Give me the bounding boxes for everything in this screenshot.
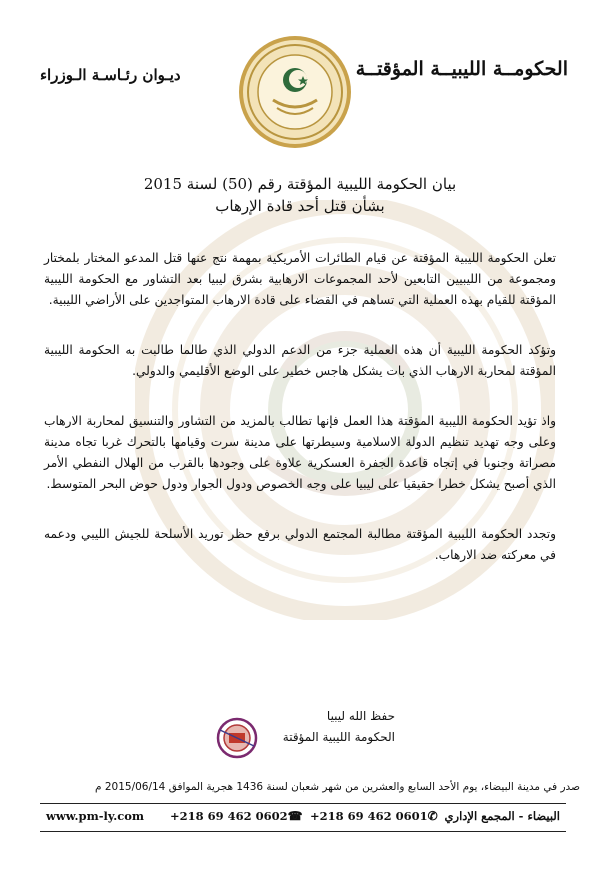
fax-icon: ☎ (287, 809, 303, 823)
closing-line-1: حفظ الله ليبيا (326, 709, 395, 723)
phone-icon: ✆ (427, 809, 438, 823)
phone-number (310, 809, 441, 823)
fax-number-text: +218 69 462 0602 (170, 809, 288, 823)
government-name: الحكومــة الليبيــة المؤقتــة (355, 58, 568, 80)
paragraph: تعلن الحكومة الليبية المؤقتة عن قيام الطائرات الأمريكية بمهمة نتج عنها قتل المدعو المختار بلمختار ومجموعة من الليبيين التابعين لأحد المجموعات الارهابية بشرق ليبيا بعد التشاور مع الحكومة الليبية المؤقتة للقيام بهذه العملية التي تساهم في القضاء على قادة الارهاب المتواجدين على الأراضي الليبية. (44, 251, 556, 307)
paragraph: وتجدد الحكومة الليبية المؤقتة مطالبة المجتمع الدولي برفع حظر توريد الأسلحة للجيش الليبي ودعمه في معركته ضد الارهاب. (44, 527, 556, 562)
official-stamp (215, 716, 259, 760)
statement-body (44, 248, 556, 595)
closing-block (283, 706, 395, 748)
footer (40, 809, 566, 827)
footer-bottom-rule (40, 831, 566, 832)
title-line-2: بشأن قتل أحد قادة الإرهاب (215, 197, 385, 215)
title-line-1: بيان الحكومة الليبية المؤقتة رقم (50) لسنة 2015 (143, 175, 457, 193)
office-name: ديـوان رئـاسـة الـوزراء (40, 66, 181, 84)
government-seal (237, 34, 353, 150)
phone-number-text: +218 69 462 0601 (310, 809, 428, 823)
closing-line-2: الحكومة الليبية المؤقتة (282, 730, 395, 744)
fax-number (170, 809, 306, 823)
footer-top-rule (40, 803, 566, 804)
address: البيضاء - المجمع الإداري (444, 809, 560, 823)
statement-title (0, 173, 600, 217)
paragraph: وتؤكد الحكومة الليبية أن هذه العملية جزء من الدعم الدولي الذي طالما طالبت به الحكومة الليبية المؤقتة لمحاربة الارهاب الذي بات يشكل هاجس خطير على الوضع الأقليمي والدولي. (44, 343, 556, 378)
paragraph: واذ تؤيد الحكومة الليبية المؤقتة هذا العمل فإنها تطالب بالمزيد من التشاور والتنسيق لمحاربة الارهاب وعلى وجه تهديد تنظيم الدولة الاسلامية وسيطرتها على مدينة سرت وقيامها بالتحرك غربا تجاه مدينة مصراتة وجنوبا في إتجاه قاعدة الجفرة العسكرية علاوة على وجودها بالقرب من الهلال النفطي الأمر الذي أصبح يشكل خطرا حقيقيا على ليبيا على وجه الخصوص ودول الجوار ودول حوض البحر المتوسط. (44, 414, 556, 491)
issue-date-line: صدر في مدينة البيضاء، يوم الأحد السابع والعشرين من شهر شعبان لسنة 1436 هجرية الموافق 2015/06/14 م (95, 781, 580, 793)
website-link[interactable]: www.pm-ly.com (46, 809, 145, 823)
